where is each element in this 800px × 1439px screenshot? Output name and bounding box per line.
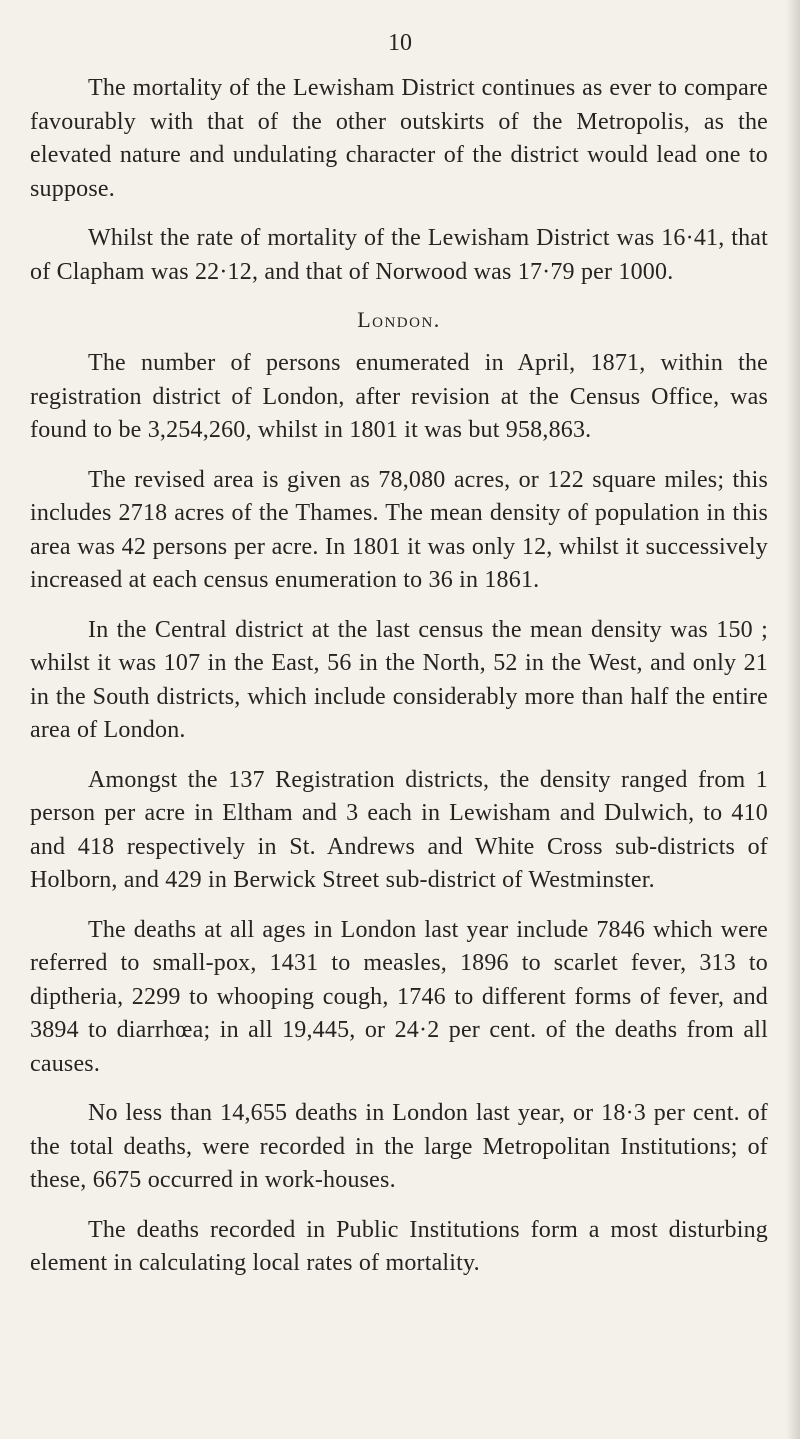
paragraph-institution-deaths: No less than 14,655 deaths in London last year, or 18·3 per cent. of the total deaths, were recorded in the large Metropolitan Institutions; of these, 6675 occurred in work-houses. — [30, 1100, 768, 1193]
page-edge-shadow — [786, 0, 800, 1439]
paragraph-deaths-by-disease: The deaths at all ages in London last year include 7846 which were referred to small-pox, 1431 to measles, 1896 to scarlet fever, 313 to diptheria, 2299 to whooping cough, 1746 to different forms of fever, and 3894 to diarrhœa; in all 19,445, or 24·2 per cent. of the deaths from all causes. — [30, 916, 768, 1077]
paragraph-london-area-density: The revised area is given as 78,080 acres, or 122 square miles; this includes 2718 acres of the Thames. The mean density of population in this area was 42 persons per acre. In 1801 it was only 12, whilst it successively increased at each census enumeration to 36 in 1861. — [30, 466, 768, 593]
paragraph-mortality-rates: Whilst the rate of mortality of the Lewisham District was 16·41, that of Clapham was 22·12, and that of Norwood was 17·79 per 1000. — [30, 225, 768, 285]
page-body — [30, 72, 768, 1297]
paragraph-district-densities: In the Central district at the last census the mean density was 150 ; whilst it was 107 in the East, 56 in the North, 52 in the West, and only 21 in the South districts, which include considerably more than half the entire area of London. — [30, 616, 768, 743]
paragraph-registration-districts: Amongst the 137 Registration districts, the density ranged from 1 person per acre in Eltham and 3 each in Lewisham and Dulwich, to 410 and 418 respectively in St. Andrews and White Cross sub-districts of Holborn, and 429 in Berwick Street sub-district of Westminster. — [30, 766, 768, 893]
section-heading-london: London. — [357, 307, 441, 332]
page-number: 10 — [388, 30, 412, 56]
paragraph-london-population: The number of persons enumerated in April, 1871, within the registration district of London, after revision at the Census Office, was found to be 3,254,260, whilst in 1801 it was but 958,863. — [30, 350, 768, 443]
paragraph-public-institutions: The deaths recorded in Public Institutions form a most disturbing element in calculating local rates of mortality. — [30, 1216, 768, 1276]
paragraph-lewisham-mortality: The mortality of the Lewisham District continues as ever to compare favourably with that of the other outskirts of the Metropolis, as the elevated nature and undulating character of the district would lead one to suppose. — [30, 75, 768, 202]
